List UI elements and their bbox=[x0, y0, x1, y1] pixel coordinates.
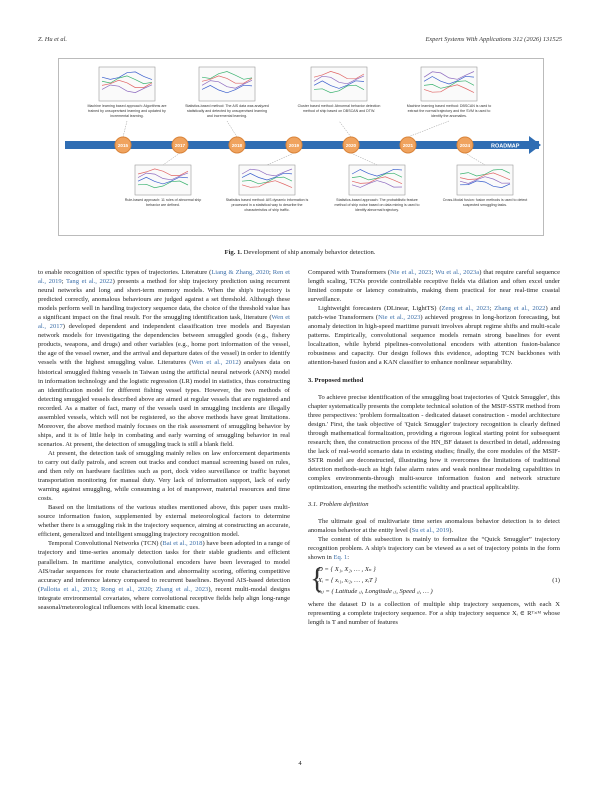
paragraph-text: ). bbox=[449, 527, 454, 535]
year-node bbox=[343, 137, 359, 153]
citation-link[interactable]: Nie et al., 2023 bbox=[390, 269, 432, 276]
citation-link[interactable]: Zhang et al., 2022 bbox=[494, 305, 546, 313]
paragraph-text: ; bbox=[489, 305, 495, 313]
milestone-caption-line: identify abnormal trajectory. bbox=[355, 208, 399, 212]
paragraph-text: The ultimate goal of multivariate time series anomalous behavior detection is to detect anomalous behavior at the entity level ( bbox=[308, 518, 560, 535]
paragraph bbox=[38, 503, 290, 539]
milestone-caption-line: and incremental learning. bbox=[206, 114, 248, 118]
milestone-caption-line: extract the normal trajectory and the SVM is used to bbox=[407, 109, 491, 113]
section-heading: 3. Proposed method bbox=[308, 376, 364, 384]
paragraph-text: ; bbox=[268, 269, 273, 276]
paragraph-text: : bbox=[347, 554, 350, 562]
year-label: 2020 bbox=[345, 142, 357, 148]
equation-number: (1) bbox=[552, 577, 560, 585]
year-label: 2017 bbox=[174, 142, 186, 148]
thumbnail-frame bbox=[199, 67, 255, 101]
citation-link[interactable]: Ren et al., 2019 bbox=[38, 269, 290, 286]
paragraph-text: Lightweight forecasters (DLinear, LightTS) ( bbox=[318, 305, 442, 313]
bottom-milestone-panel bbox=[125, 153, 201, 207]
connector-line bbox=[267, 153, 294, 165]
citation-link[interactable]: Rong et al., 2020 bbox=[100, 585, 151, 593]
milestone-caption-line: Statistics-based approach: The probabilistic feature bbox=[336, 198, 418, 202]
paragraph-text: Temporal Convolutional Networks (TCN) ( bbox=[48, 540, 163, 548]
paragraph-text: ) developed dependent and independent classification tree models and Bayesian network models for investigating the dependencies between smuggled goods (e.g., fishery products, weapons, and drugs) and other variables (e.g., home port information of the vessel, the age of the vessel owner, and the arrival and departure dates of the vessel) in order to identify vessels with the highest smuggling value. Literatures ( bbox=[38, 323, 290, 367]
bottom-milestone-panel bbox=[335, 153, 420, 212]
paragraph-text: At present, the detection task of smuggling mainly relies on law enforcement departments to carry out daily patrols, and screen out tracks and conduct manual screening based on rules, and then rely on hardware facilities such as port, dock video surveillance or traffic bayonet transportation monitoring for manual duty. Very lack of information support, lack of early warning against smuggling, while consuming a lot of manpower, material resources and time costs. bbox=[38, 449, 290, 503]
paragraph-text: ), recent multi-modal designs integrate environmental covariates, where convolutional receptive fields help align long-range seasonal/meteorological influences with local kinematic cues. bbox=[38, 585, 290, 611]
year-node bbox=[172, 137, 188, 153]
running-header-journal: Expert Systems With Applications 312 (2026) 131525 bbox=[425, 36, 562, 43]
paragraph bbox=[308, 535, 560, 562]
subsection-heading: 3.1. Problem definition bbox=[308, 501, 369, 509]
figure-label: Fig. 1. bbox=[224, 249, 242, 256]
figure-caption bbox=[0, 249, 600, 256]
paragraph-text: ; bbox=[61, 278, 66, 286]
milestone-caption-line: Machine learning based approach: Algorithms are bbox=[87, 104, 167, 108]
year-node bbox=[115, 137, 131, 153]
top-milestone-panel bbox=[298, 67, 381, 137]
bottom-milestone-panel bbox=[443, 153, 528, 207]
left-column bbox=[38, 268, 290, 612]
citation-link[interactable]: Zeng et al., 2023 bbox=[441, 305, 490, 313]
connector-line bbox=[227, 121, 237, 137]
citation-link[interactable]: Nie et al., 2023 bbox=[378, 314, 421, 322]
paragraph-text: ; bbox=[431, 269, 436, 276]
thumbnail-frame bbox=[135, 165, 191, 195]
thumbnail-frame bbox=[311, 67, 367, 101]
top-milestone-panel bbox=[87, 67, 166, 137]
connector-line bbox=[339, 121, 351, 137]
milestone-caption-line: processed in a statistical way to describe the bbox=[231, 203, 303, 207]
paragraph bbox=[308, 304, 560, 367]
citation-link[interactable]: Eq. 1 bbox=[333, 554, 348, 562]
year-node bbox=[286, 137, 302, 153]
paragraph bbox=[38, 539, 290, 611]
citation-link[interactable]: Liang & Zhang, 2020 bbox=[211, 269, 269, 276]
paragraph-text: ) presents a method for ship trajectory prediction using recurrent neural networks and long and short-term memory models. When the ship's trajectory is predicted correctly, anomalous behaviours are judged against a set threshold. Although these models perform well in handling trajectory sequence data, the choice of the threshold value has a significant impact on the final result. For the smuggling identification task, literature ( bbox=[38, 278, 290, 322]
thumbnail-frame bbox=[457, 165, 513, 195]
year-label: 2018 bbox=[231, 142, 243, 148]
top-milestone-panel bbox=[185, 67, 269, 137]
citation-link[interactable]: Wen et al., 2012 bbox=[191, 359, 239, 367]
roadmap-label: ROADMAP bbox=[491, 143, 520, 150]
equation-line: D = { X₁, X₂, … , Xₙ } bbox=[318, 566, 376, 574]
top-milestone-panel bbox=[407, 67, 492, 137]
paragraph-text: The content of this subsection is mainly to formalize the “Quick Smuggler” trajectory recognition problem. A ship's trajectory can be viewed as a set of trajectory points in the form shown in bbox=[308, 536, 560, 562]
citation-link[interactable]: Pallotta et al., 2013 bbox=[40, 585, 96, 593]
right-column bbox=[308, 268, 560, 628]
milestone-caption-line: behavior are defined. bbox=[146, 203, 180, 207]
milestone-caption-line: incremental learning. bbox=[110, 114, 144, 118]
milestone-caption-line: identify the anomalies. bbox=[431, 114, 467, 118]
year-label: 2024 bbox=[459, 142, 471, 148]
citation-link[interactable]: Su et al., 2019 bbox=[411, 527, 450, 535]
paragraph bbox=[308, 600, 560, 627]
connector-line bbox=[123, 121, 127, 137]
paragraph bbox=[38, 449, 290, 503]
connector-line bbox=[408, 121, 449, 137]
paragraph-text: ; bbox=[150, 585, 156, 593]
equation-line: Xᵢ = { xᵢ₁, xᵢ₂, … , xᵢT } bbox=[318, 577, 377, 585]
citation-link[interactable]: Tang et al., 2022 bbox=[65, 278, 113, 286]
year-node bbox=[457, 137, 473, 153]
milestone-caption-line: Rule-based approach: 11 rules of abnormal ship bbox=[124, 198, 202, 202]
paragraph bbox=[308, 517, 560, 535]
milestone-caption-line: Statistics-based method: The AIS data was analyzed bbox=[185, 104, 269, 108]
milestone-caption-line: Cross-Modal fusion: fusion methods is used to detect bbox=[442, 198, 528, 202]
paragraph-text: ) and patch-wise Transformers ( bbox=[308, 305, 560, 322]
equation-brace: { bbox=[310, 562, 325, 596]
bottom-milestone-panel bbox=[226, 153, 309, 212]
figure-roadmap bbox=[58, 58, 544, 236]
equation-1 bbox=[308, 564, 560, 598]
paragraph-text: to enable recognition of specific types of trajectories. Literature ( bbox=[38, 269, 212, 276]
citation-link[interactable]: Zhang et al., 2023 bbox=[155, 585, 209, 593]
paragraph-text: ) analyses data on historical smuggled fishing vessels in Taiwan using the artificial neural network (ANN) model in information technology and the logistic regression (LR) model in statistics, thus constructing an identification model for different fishing vessel types. However, the two methods of detecting smuggled vessels described above are aimed at regular vessels that are registered and recorded. As a matter of fact, many of the vessels used in smuggling incidents are illegally assembled vessels, which will not be registered, so the above methods have great limitations. Moreover, the above method mainly focuses on the risk assessment of smuggling behavior by ships, and it is of little help in combating and early warning of smuggling behavior in real scenarios. At present, the detection of smuggling track is still a blank field. bbox=[38, 359, 290, 448]
paragraph-text: ) achieved progress in long-horizon forecasting, but anomaly detection in high-speed maritime pursuit involves abrupt regime shifts and multi-scale patterns. Empirically, convolutional sequence models remain strong baselines for event localization, while hybrid pipelines-convolutional encoders with attention fusion-balance robustness and capacity. Our design follows this evidence, adopting TCN backbones with attention-based fusion and a KAN classifier to enhance nonlinear separability. bbox=[308, 314, 560, 367]
milestone-caption-line: Machine learning based method: DBSCAN is used to bbox=[406, 104, 492, 108]
year-node bbox=[400, 137, 416, 153]
paragraph-text: To achieve precise identification of the smuggling boat trajectories of 'Quick Smuggler', this chapter systematically presents the complete technical solution of the MSIF-SSTR method from three perspectives: 'problem formalization - dedicated dataset construction - model architecture design.' First, the task objective of 'Quick Smuggler' trajectory recognition is clearly defined through mathematical formalization, providing a rigorous logical starting point for subsequent research; then, the construction process of the HN_BF dataset is described in detail, addressing the lack of real-world scenario data in existing studies; finally, the core modules of the MSIF-SSTR model are deconstructed, illustrating how it overcomes the limitations of traditional detection methods-such as high false alarm rates and weak nonlinear modeling capabilities in complex environments-through multi-source information fusion and network structure optimization, ensuring the method's scientific validity and practical applicability. bbox=[308, 393, 560, 492]
paragraph-text: Compared with Transformers ( bbox=[308, 269, 391, 276]
year-label: 2015 bbox=[117, 142, 129, 148]
paragraph-text: where the dataset D is a collection of multiple ship trajectory sequences, with each X representing a complete trajectory sequence. For a ship trajectory sequence Xᵢ ∈ Rᵀ×ᴹ whose length is T and number of features bbox=[308, 601, 560, 627]
roadmap-diagram bbox=[59, 59, 543, 235]
page-number: 4 bbox=[298, 760, 302, 767]
milestone-caption-line: suspected smuggling tasks. bbox=[462, 203, 508, 207]
paragraph-text: ; bbox=[95, 585, 101, 593]
connector-line bbox=[351, 153, 377, 165]
milestone-caption-line: method of ship noise based on data mining is used to bbox=[334, 203, 420, 207]
citation-link[interactable]: Wen et al., 2017 bbox=[38, 314, 290, 331]
connector-line bbox=[465, 153, 485, 165]
connector-line bbox=[163, 153, 180, 165]
milestone-caption-line: method of ship based on DBSCAN and DTW. bbox=[302, 109, 376, 113]
milestone-caption-line: characteristics of ship traffic. bbox=[244, 208, 290, 212]
paragraph-text: ) have been adopted in a range of trajectory and time-series anomaly detection tasks for their stable gradients and efficient parallelism. In maritime analytics, convolutional encoders have been leveraged to model AIS/radar sequences for route characterization and abnormality scoring, offering competitive accuracy and inference latency compared to recurrent baselines. Beyond AIS-based detection ( bbox=[38, 540, 291, 593]
citation-link[interactable]: Wu et al., 2023a bbox=[435, 269, 480, 276]
milestone-caption-line: statistically and detected by unsupervised learning bbox=[186, 109, 268, 113]
year-node bbox=[229, 137, 245, 153]
year-label: 2021 bbox=[402, 142, 414, 148]
paragraph bbox=[308, 268, 560, 304]
year-label: 2019 bbox=[288, 142, 300, 148]
paragraph-text: Based on the limitations of the various studies mentioned above, this paper uses multi-source information fusion, supplemented by external meteorological factors to determine whether there is a smuggling risk in the trajectory sequence, aiming at constructing an accurate, efficient, generalized and intelligent smuggling trajectory recognition model. bbox=[38, 504, 290, 539]
milestone-caption-line: trained by unsupervised learning and updated by bbox=[88, 109, 166, 113]
milestone-caption-line: Statistics based method: AIS dynamic information is bbox=[225, 198, 309, 202]
roadmap-arrow-head bbox=[529, 136, 541, 154]
running-header-authors: Z. Hu et al. bbox=[38, 36, 67, 43]
milestone-caption-line: Cluster based method: Abnormal behavior detection bbox=[297, 104, 381, 108]
citation-link[interactable]: Bai et al., 2018 bbox=[162, 540, 203, 548]
paragraph-text: ) that require careful sequence length scaling, TCNs provide controllable receptive fields via dilation and often excel under limited compute or latency constraints, making them practical for near real-time coastal surveillance. bbox=[308, 269, 560, 304]
equation-line: xᵢⱼ = ( Latitude ᵢⱼ, Longitude ᵢⱼ, Speed ᵢⱼ, … ) bbox=[318, 588, 433, 596]
figure-caption-text: Development of ship anomaly behavior detection. bbox=[243, 249, 376, 256]
paragraph bbox=[38, 268, 290, 449]
paragraph bbox=[308, 393, 560, 493]
